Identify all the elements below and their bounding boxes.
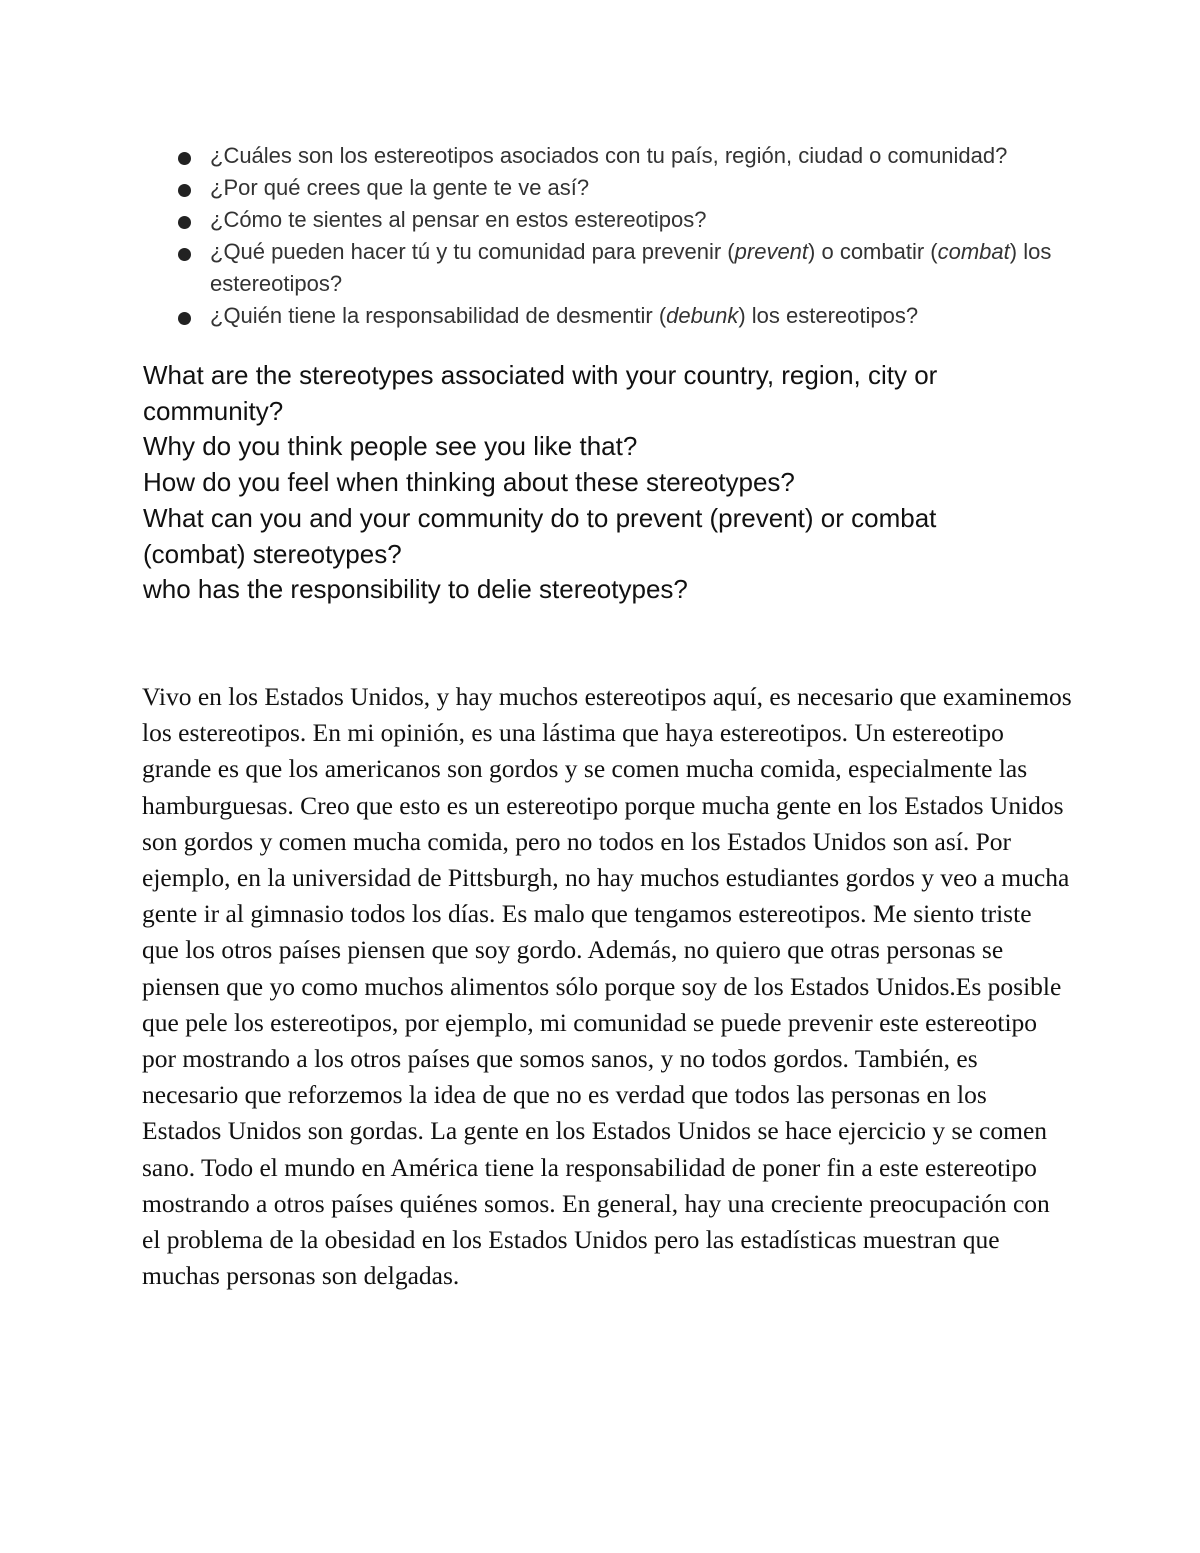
- bullet-dot-icon: [178, 152, 191, 165]
- italic-term: prevent: [734, 239, 809, 264]
- list-item: [178, 236, 1078, 300]
- english-translation: [143, 358, 1023, 608]
- spanish-questions-list: [178, 140, 1078, 332]
- english-question: who has the responsibility to delie stereotypes?: [143, 574, 688, 605]
- question-text: ¿Qué pueden hacer tú y tu comunidad para prevenir (: [210, 239, 735, 264]
- english-question: What are the stereotypes associated with your country, region, city or community?: [143, 360, 938, 426]
- list-item: [178, 300, 1078, 332]
- question-text: ¿Cómo te sientes al pensar en estos estereotipos?: [210, 207, 707, 232]
- list-item: [178, 140, 1078, 172]
- list-item: [178, 204, 1078, 236]
- question-text: ) o combatir (: [808, 239, 938, 264]
- italic-term: debunk: [666, 303, 739, 328]
- bullet-dot-icon: [178, 216, 191, 229]
- italic-term: combat: [937, 239, 1010, 264]
- question-text: ) los estereotipos?: [210, 239, 1052, 296]
- bullet-dot-icon: [178, 248, 191, 261]
- question-text: ¿Cuáles son los estereotipos asociados con tu país, región, ciudad o comunidad?: [210, 143, 1008, 168]
- english-question: What can you and your community do to prevent (prevent) or combat (combat) stereotypes?: [143, 502, 937, 569]
- essay-paragraph: Vivo en los Estados Unidos, y hay muchos estereotipos aquí, es necesario que examinemos los estereotipos. En mi opinión, es una lástima que haya estereotipos. Un estereotipo grande es que los americanos son gordos y se comen mucha comida, especialmente las hamburguesas. Creo que esto es un estereotipo porque mucha gente en los Estados Unidos son gordos y comen mucha comida, pero no todos en los Estados Unidos son así. Por ejemplo, en la universidad de Pittsburgh, no hay muchos estudiantes gordos y veo a mucha gente ir al gimnasio todos los días. Es malo que tengamos estereotipos. Me siento triste que los otros países piensen que soy gordo. Además, no quiero que otras personas se piensen que yo como muchos alimentos sólo porque soy de los Estados Unidos.Es posible que pele los estereotipos, por ejemplo, mi comunidad se puede prevenir este estereotipo por mostrando a los otros países que somos sanos, y no todos gordos. También, es necesario que reforzemos la idea de que no es verdad que todos las personas en los Estados Unidos son gordas. La gente en los Estados Unidos se hace ejercicio y se comen sano. Todo el mundo en América tiene la responsabilidad de poner fin a este estereotipo mostrando a otros países quiénes somos. En general, hay una creciente preocupación con el problema de la obesidad en los Estados Unidos pero las estadísticas muestran que muchas personas son delgadas.: [142, 682, 1072, 1291]
- list-item: [178, 172, 1078, 204]
- bullet-dot-icon: [178, 312, 191, 325]
- question-text: ) los estereotipos?: [738, 303, 919, 328]
- bullet-dot-icon: [178, 184, 191, 197]
- question-text: ¿Por qué crees que la gente te ve así?: [210, 175, 590, 200]
- question-text: ¿Quién tiene la responsabilidad de desmentir (: [210, 303, 667, 328]
- english-question: How do you feel when thinking about these stereotypes?: [143, 467, 795, 498]
- english-question: Why do you think people see you like that?: [143, 431, 638, 462]
